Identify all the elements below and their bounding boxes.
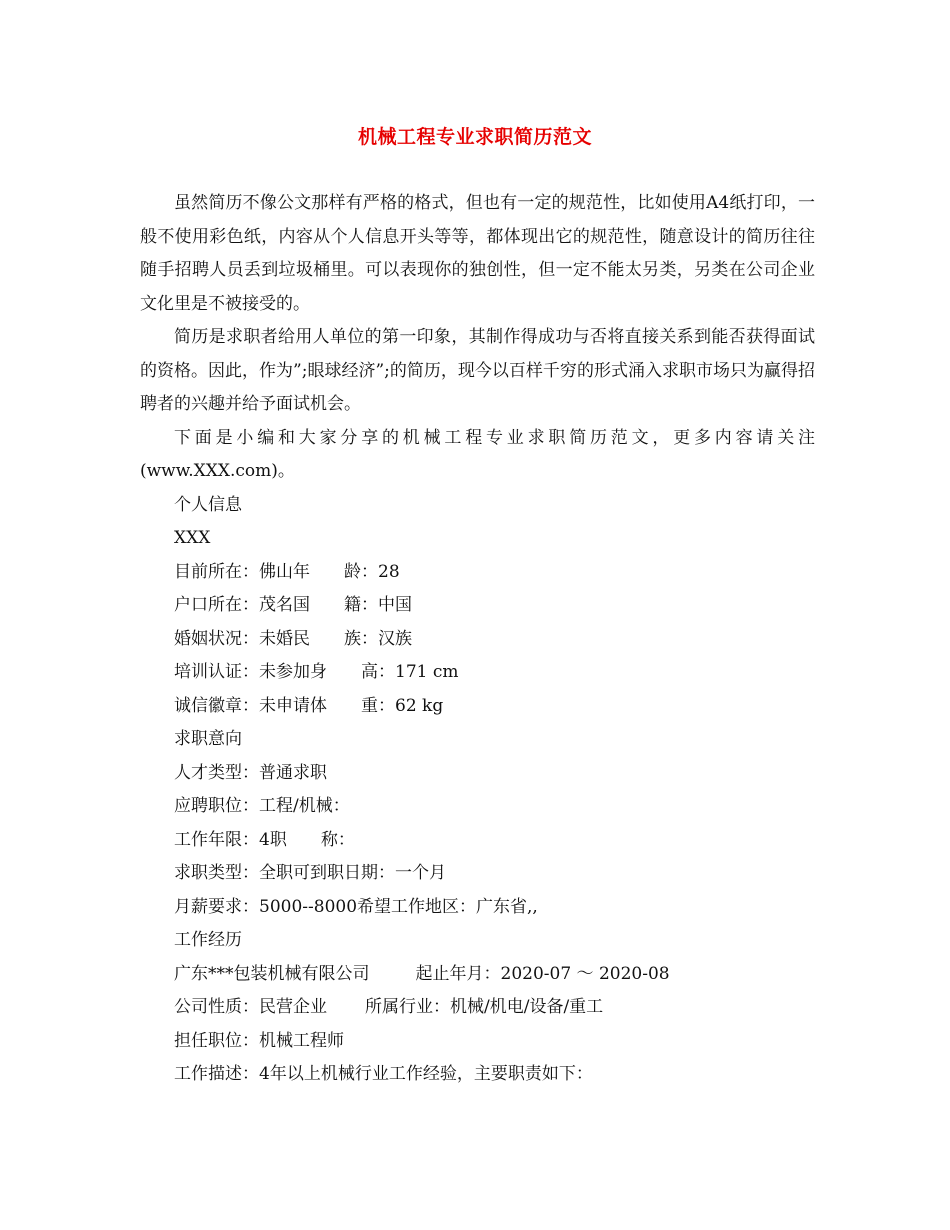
personal-row-credit-weight bbox=[140, 690, 815, 724]
company-nature: 公司性质：民营企业 bbox=[174, 997, 327, 1017]
ethnicity: 民 族：汉族 bbox=[293, 628, 412, 649]
age: 年 龄：28 bbox=[293, 561, 400, 582]
applied-position: 应聘职位：工程/机械： bbox=[174, 796, 350, 816]
applicant-name: XXX bbox=[174, 528, 211, 548]
marital-status: 婚姻状况：未婚 bbox=[174, 628, 293, 649]
industry: 所属行业：机械/机电/设备/重工 bbox=[365, 997, 604, 1017]
training-certification: 培训认证：未参加 bbox=[174, 662, 310, 682]
document-body bbox=[140, 187, 815, 1092]
work-years: 工作年限：4 bbox=[174, 829, 270, 850]
intent-row-type-start bbox=[140, 857, 815, 891]
intro-paragraph-1: 虽然简历不像公文那样有严格的格式，但也有一定的规范性，比如使用A4纸打印，一般不使用彩色纸，内容从个人信息开头等等，都体现出它的规范性，随意设计的简历往往随手招聘人员丢到垃圾桶里。可以表现你的独创性，但一定不能太另类，另类在公司企业文化里是不被接受的。 bbox=[140, 193, 815, 314]
section-heading-personal: 个人信息 bbox=[174, 494, 242, 515]
section-heading-intent: 求职意向 bbox=[174, 729, 242, 749]
personal-row-hukou-nationality bbox=[140, 589, 815, 623]
company-name: 广东***包装机械有限公司 bbox=[174, 963, 370, 984]
intro-paragraph-2: 简历是求职者给用人单位的第一印象，其制作得成功与否将直接关系到能否获得面试的资格。因此，作为”;眼球经济”;的简历，现今以百样千穷的形式涌入求职市场只为赢得招聘者的兴趣并给予面试机会。 bbox=[140, 327, 815, 414]
job-type: 求职类型：全职 bbox=[174, 863, 293, 883]
personal-row-training-height bbox=[140, 656, 815, 690]
hukou-location: 户口所在：茂名 bbox=[174, 595, 293, 615]
intent-row-salary-region bbox=[140, 891, 815, 925]
weight: 体 重：62 kg bbox=[310, 695, 444, 716]
talent-type: 人才类型：普通求职 bbox=[174, 762, 327, 783]
available-date: 可到职日期：一个月 bbox=[293, 863, 446, 883]
work-row-nature-industry bbox=[140, 991, 815, 1025]
personal-row-location-age bbox=[140, 556, 815, 590]
height: 身 高：171 cm bbox=[310, 662, 459, 682]
job-role: 担任职位：机械工程师 bbox=[174, 1030, 344, 1051]
section-heading-work: 工作经历 bbox=[174, 930, 242, 950]
professional-title: 职 称： bbox=[269, 829, 355, 850]
current-location: 目前所在：佛山 bbox=[174, 561, 293, 582]
credit-badge: 诚信徽章：未申请 bbox=[174, 695, 310, 716]
work-row-company-period bbox=[140, 958, 815, 992]
employment-period: 起止年月：2020-07 ～ 2020-08 bbox=[415, 963, 670, 984]
document-title: 机械工程专业求职简历范文 bbox=[357, 126, 592, 148]
intro-paragraph-3: 下面是小编和大家分享的机械工程专业求职简历范文，更多内容请关注(www.XXX.com)。 bbox=[140, 427, 815, 481]
job-description: 工作描述：4年以上机械行业工作经验，主要职责如下： bbox=[174, 1064, 593, 1084]
intent-row-years-title bbox=[140, 824, 815, 858]
preferred-region: 希望工作地区：广东省,, bbox=[357, 896, 538, 917]
personal-row-marital-ethnicity bbox=[140, 623, 815, 657]
salary-expectation: 月薪要求：5000--8000 bbox=[174, 896, 358, 917]
nationality: 国 籍：中国 bbox=[293, 595, 412, 615]
